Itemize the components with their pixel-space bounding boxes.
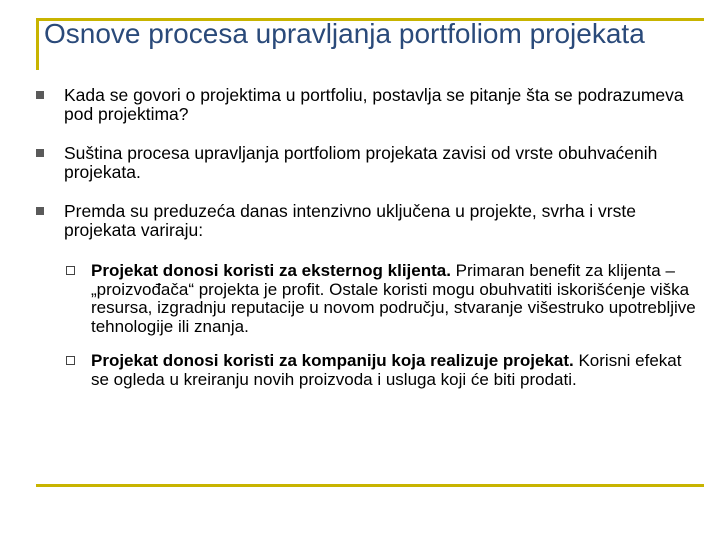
sub-bullet-bold-text: Projekat donosi koristi za kompaniju koja realizuje projekat.	[91, 351, 574, 370]
bullet-text: Suština procesa upravljanja portfoliom projekata zavisi od vrste obuhvaćenih projekata.	[64, 143, 658, 182]
sub-bullet-text: Primaran benefit za klijenta – „proizvođača“ projekta je profit. Ostale koristi mogu obuhvatiti iskorišćenje viška resursa, izgradnju reputacije u novom području, stvaranje višestruko upotrebljive tehnologije ili znanja.	[91, 261, 696, 336]
sub-bullet-bold-text: Projekat donosi koristi za eksternog klijenta.	[91, 261, 451, 280]
sub-bullet-item	[36, 352, 696, 389]
bullet-text: Kada se govori o projektima u portfoliu, postavlja se pitanje šta se podrazumeva pod projektima?	[64, 85, 684, 124]
square-bullet-icon	[36, 149, 44, 157]
square-bullet-icon	[36, 91, 44, 99]
hollow-square-bullet-icon	[66, 266, 75, 275]
bullet-list	[36, 86, 696, 409]
slide-title: Osnove procesa upravljanja portfoliom projekata	[44, 18, 645, 49]
bullet-item	[36, 144, 696, 182]
sub-bullet-list	[64, 262, 696, 389]
hollow-square-bullet-icon	[66, 356, 75, 365]
square-bullet-icon	[36, 207, 44, 215]
sub-bullet-item	[36, 262, 696, 336]
sub-bullet-text: Korisni efekat se ogleda u kreiranju novih proizvoda i usluga koji će biti prodati.	[91, 351, 682, 389]
bullet-item	[36, 86, 696, 124]
left-accent-line	[36, 18, 39, 70]
bullet-item	[36, 202, 696, 389]
bottom-accent-line	[36, 484, 704, 487]
bullet-text: Premda su preduzeća danas intenzivno uključena u projekte, svrha i vrste projekata variraju:	[64, 201, 636, 240]
